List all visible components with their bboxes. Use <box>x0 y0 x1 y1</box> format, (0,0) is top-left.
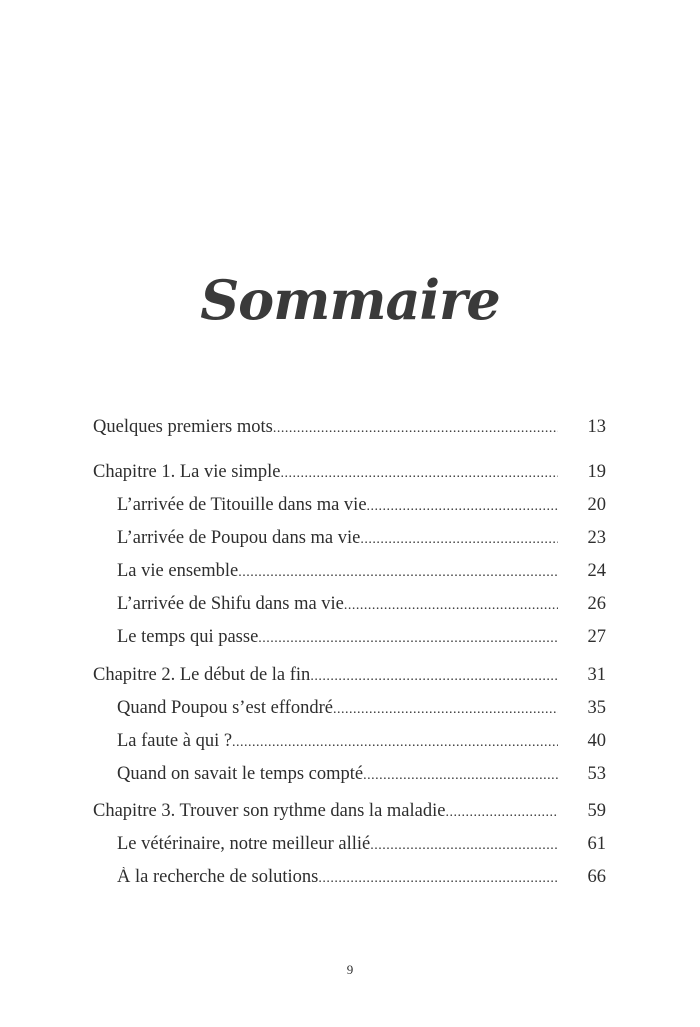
toc-entry-page: 13 <box>587 417 606 437</box>
toc-section[interactable] <box>117 867 606 891</box>
toc-entry-page: 19 <box>587 462 606 482</box>
toc-entry-label: Le vétérinaire, notre meilleur allié <box>117 834 371 854</box>
toc-entry-label: Quand on savait le temps compté <box>117 764 364 784</box>
toc-entry-page: 66 <box>587 867 606 887</box>
toc-section[interactable] <box>117 528 606 552</box>
toc-section[interactable] <box>117 561 606 585</box>
page-title: Sommaire <box>200 268 500 332</box>
toc-entry[interactable] <box>93 417 606 441</box>
toc-entry-label: Quand Poupou s’est effondré <box>117 698 333 718</box>
dot-leader <box>363 764 558 785</box>
toc-entry-page: 20 <box>587 495 606 515</box>
toc-entry-page: 53 <box>587 764 606 784</box>
dot-leader <box>318 867 558 888</box>
toc-chapter[interactable] <box>93 801 606 825</box>
toc-entry-page: 35 <box>587 698 606 718</box>
toc-entry-label: L’arrivée de Poupou dans ma vie <box>117 528 361 548</box>
toc-section[interactable] <box>117 698 606 722</box>
toc-entry-label: À la recherche de solutions <box>117 867 319 887</box>
toc-entry-label: La vie ensemble <box>117 561 239 581</box>
toc-entry-label: Chapitre 3. Trouver son rythme dans la maladie <box>93 801 446 821</box>
dot-leader <box>232 731 558 752</box>
toc-entry-label: La faute à qui ? <box>117 731 233 751</box>
toc-entry-label: Chapitre 2. Le début de la fin <box>93 665 311 685</box>
toc-entry-label: Chapitre 1. La vie simple <box>93 462 281 482</box>
dot-leader <box>370 834 558 855</box>
dot-leader <box>367 495 558 516</box>
dot-leader <box>281 462 558 483</box>
toc-entry-label: Le temps qui passe <box>117 627 259 647</box>
dot-leader <box>360 528 558 549</box>
toc-section[interactable] <box>117 764 606 788</box>
toc-entry-page: 40 <box>587 731 606 751</box>
toc-entry-label: L’arrivée de Shifu dans ma vie <box>117 594 344 614</box>
dot-leader <box>310 665 558 686</box>
toc-entry-label: Quelques premiers mots <box>93 417 273 437</box>
toc-entry-page: 59 <box>587 801 606 821</box>
toc-section[interactable] <box>117 594 606 618</box>
toc-entry-label: L’arrivée de Titouille dans ma vie <box>117 495 367 515</box>
toc-entry-page: 24 <box>587 561 606 581</box>
dot-leader <box>333 698 558 719</box>
toc-entry-page: 61 <box>587 834 606 854</box>
dot-leader <box>273 417 558 438</box>
dot-leader <box>258 627 558 648</box>
toc-section[interactable] <box>117 834 606 858</box>
toc-entry-page: 31 <box>587 665 606 685</box>
toc-chapter[interactable] <box>93 665 606 689</box>
toc-chapter[interactable] <box>93 462 606 486</box>
toc-section[interactable] <box>117 627 606 651</box>
toc-section[interactable] <box>117 731 606 755</box>
toc-entry-page: 27 <box>587 627 606 647</box>
toc-section[interactable] <box>117 495 606 519</box>
dot-leader <box>445 801 558 822</box>
toc-entry-page: 23 <box>587 528 606 548</box>
dot-leader <box>238 561 558 582</box>
toc-entry-page: 26 <box>587 594 606 614</box>
page-number: 9 <box>346 962 354 977</box>
dot-leader <box>344 594 558 615</box>
